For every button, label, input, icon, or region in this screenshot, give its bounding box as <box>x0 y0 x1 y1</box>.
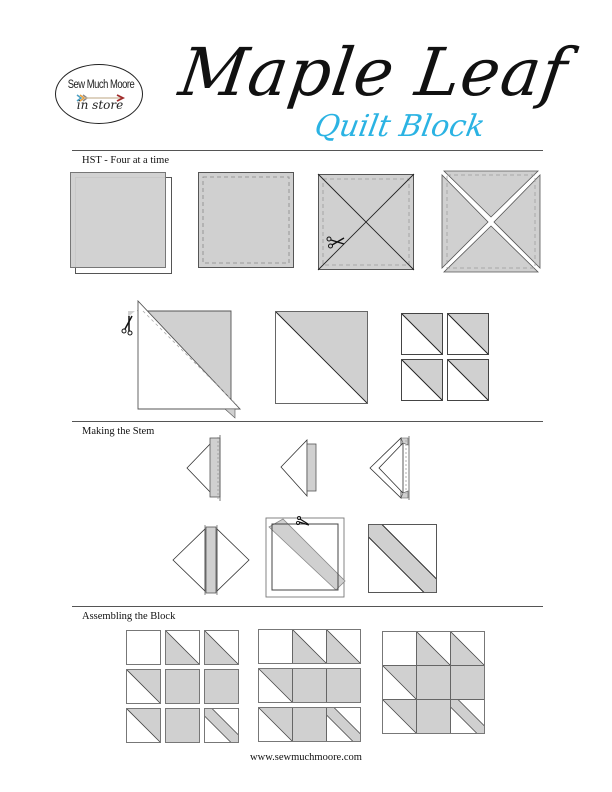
diagram-four-triangles <box>441 171 541 273</box>
diagram-block-layout <box>126 630 246 746</box>
section-title-assembly: Assembling the Block <box>82 611 176 622</box>
logo-name: Sew Much Moore <box>67 79 135 91</box>
diagram-stem-add-triangle <box>369 432 415 504</box>
section-divider <box>72 606 543 607</box>
scissors-icon <box>326 236 346 250</box>
footer-url[interactable]: www.sewmuchmoore.com <box>250 752 362 763</box>
diagram-layered-squares <box>70 172 176 278</box>
diagram-stem-trim <box>265 517 355 607</box>
section-divider <box>72 150 543 151</box>
diagram-stem-press-strip <box>280 430 330 502</box>
scissors-icon <box>121 314 135 336</box>
section-title-hst: HST - Four at a time <box>82 155 170 166</box>
diagram-stitched-square <box>198 172 295 269</box>
scissors-icon <box>296 516 310 528</box>
diagram-finished-block <box>382 631 488 737</box>
logo <box>55 64 147 126</box>
diagram-block-rows <box>258 629 364 745</box>
page-title: Maple Leaf <box>174 34 573 111</box>
page-subtitle: Quilt Block <box>312 109 488 144</box>
section-title-stem: Making the Stem <box>82 426 155 437</box>
diagram-stem-finished <box>368 524 438 594</box>
section-divider <box>72 421 543 422</box>
diagram-pressed-hst <box>275 311 369 405</box>
diagram-four-hst-units <box>401 313 491 403</box>
diagram-trim-hst <box>125 301 245 421</box>
diagram-cut-x <box>318 174 415 271</box>
logo-tagline: in store <box>76 98 124 112</box>
diagram-stem-sew-strip <box>186 432 226 502</box>
diagram-stem-diamond <box>172 522 250 598</box>
